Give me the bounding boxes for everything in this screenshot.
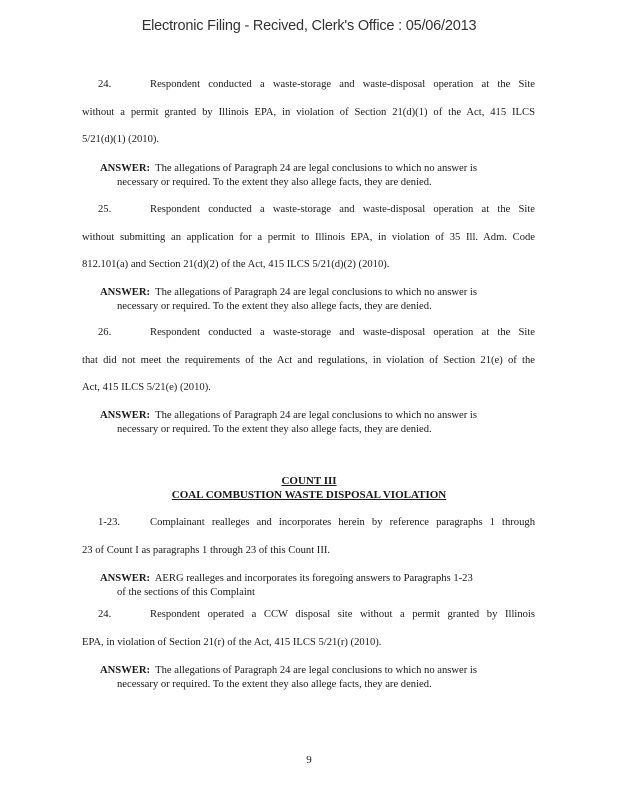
paragraph-text: Complainant realleges and incorporates herein by reference paragraphs 1 through — [150, 517, 535, 528]
answer-text: The allegations of Paragraph 24 are legal conclusions to which no answer is — [155, 287, 477, 298]
answer-label: ANSWER: — [100, 573, 151, 584]
count-subtitle: COAL COMBUSTION WASTE DISPOSAL VIOLATION — [171, 489, 447, 501]
answer-label: ANSWER: — [100, 163, 151, 174]
paragraph-text: Respondent conducted a waste-storage and waste-disposal operation at the Site — [150, 79, 535, 90]
answer-text: The allegations of Paragraph 24 are legal conclusions to which no answer is — [155, 163, 477, 174]
answer-1-23-line-2: of the sections of this Complaint — [117, 587, 255, 598]
answer-label: ANSWER: — [100, 410, 151, 421]
paragraph-26-line-3: Act, 415 ILCS 5/21(e) (2010). — [82, 382, 211, 393]
answer-24-line-2: necessary or required. To the extent they also allege facts, they are denied. — [117, 177, 432, 188]
paragraph-26-line-2: that did not meet the requirements of the Act and regulations, in violation of Section 21(e) of the — [82, 355, 535, 366]
count-paragraph-24-line-2: EPA, in violation of Section 21(r) of the Act, 415 ILCS 5/21(r) (2010). — [82, 637, 382, 648]
answer-text: The allegations of Paragraph 24 are legal conclusions to which no answer is — [155, 410, 477, 421]
answer-text: AERG realleges and incorporates its foregoing answers to Paragraphs 1-23 — [154, 573, 473, 584]
paragraph-26-line-1 — [82, 326, 535, 339]
answer-1-23-line-1 — [100, 572, 536, 585]
count-answer-24-line-1 — [100, 664, 536, 677]
count-paragraph-24-line-1 — [82, 608, 535, 621]
answer-26-line-1 — [100, 409, 536, 422]
paragraph-text: Respondent conducted a waste-storage and waste-disposal operation at the Site — [150, 327, 535, 338]
paragraph-24-line-2: without a permit granted by Illinois EPA, in violation of Section 21(d)(1) of the Act, 415 ILCS — [82, 107, 535, 118]
count-answer-24-line-2: necessary or required. To the extent they also allege facts, they are denied. — [117, 679, 432, 690]
paragraph-25-line-2: without submitting an application for a permit to Illinois EPA, in violation of 35 Ill. Adm. Code — [82, 232, 535, 243]
paragraph-number: 26. — [98, 327, 112, 338]
filing-stamp-header: Electronic Filing - Recived, Clerk's Office : 05/06/2013 — [141, 18, 477, 34]
answer-26-line-2: necessary or required. To the extent they also allege facts, they are denied. — [117, 424, 432, 435]
paragraph-number: 1-23. — [98, 517, 121, 528]
page-number: 9 — [306, 754, 312, 766]
paragraph-24-line-1 — [82, 78, 535, 91]
paragraph-24-line-3: 5/21(d)(1) (2010). — [82, 134, 160, 145]
paragraph-text: Respondent operated a CCW disposal site without a permit granted by Illinois — [150, 609, 535, 620]
paragraph-1-23-line-1 — [82, 516, 535, 529]
answer-24-line-1 — [100, 162, 536, 175]
paragraph-25-line-1 — [82, 203, 535, 216]
answer-label: ANSWER: — [100, 287, 151, 298]
paragraph-1-23-line-2: 23 of Count I as paragraphs 1 through 23 of this Count III. — [82, 545, 331, 556]
answer-25-line-2: necessary or required. To the extent they also allege facts, they are denied. — [117, 301, 432, 312]
count-title: COUNT III — [281, 475, 337, 487]
answer-25-line-1 — [100, 286, 536, 299]
paragraph-25-line-3: 812.101(a) and Section 21(d)(2) of the Act, 415 ILCS 5/21(d)(2) (2010). — [82, 259, 390, 270]
paragraph-number: 24. — [98, 79, 112, 90]
answer-label: ANSWER: — [100, 665, 151, 676]
answer-text: The allegations of Paragraph 24 are legal conclusions to which no answer is — [155, 665, 477, 676]
paragraph-number: 25. — [98, 204, 112, 215]
paragraph-number: 24. — [98, 609, 112, 620]
paragraph-text: Respondent conducted a waste-storage and waste-disposal operation at the Site — [150, 204, 535, 215]
